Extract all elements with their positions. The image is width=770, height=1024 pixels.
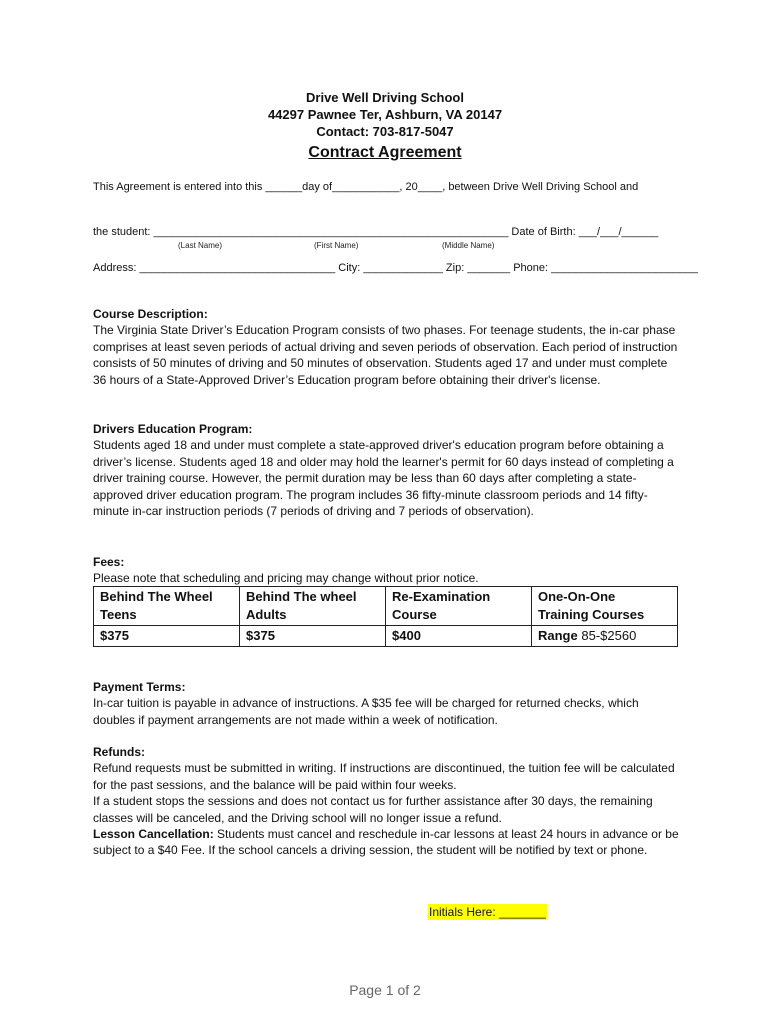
lesson-cancellation — [93, 826, 681, 859]
fee-header-cell: Re-Examination Course — [386, 587, 532, 626]
page-number: Page 1 of 2 — [349, 982, 421, 998]
fees-table — [93, 586, 678, 647]
school-address: 44297 Pawnee Ter, Ashburn, VA 20147 — [267, 107, 503, 122]
fee-header-cell: Behind The Wheel Teens — [94, 587, 240, 626]
payment-terms-text: In-car tuition is payable in advance of instructions. A $35 fee will be charged for returned checks, which doubles if payment arrangements are not made within a week of notification. — [93, 696, 639, 727]
last-name-label: (Last Name) — [178, 241, 223, 250]
student-name-line: the student: __________________________________________________________ Date of Birth: ___/___/______ — [93, 226, 659, 238]
fee-price-cell: $400 — [386, 626, 532, 647]
table-row — [94, 587, 678, 626]
fee-price-cell: $375 — [94, 626, 240, 647]
drivers-education-heading: Drivers Education Program: — [93, 422, 253, 436]
drivers-education-section — [93, 421, 681, 519]
refunds-heading: Refunds: — [93, 745, 145, 759]
fees-section — [93, 554, 681, 587]
payment-terms-section — [93, 679, 681, 728]
document-title: Contract Agreement — [308, 144, 462, 161]
course-description-section — [93, 306, 681, 388]
fee-header-cell: One-On-One Training Courses — [532, 587, 678, 626]
first-name-label: (First Name) — [314, 241, 359, 250]
payment-terms-heading: Payment Terms: — [93, 680, 186, 694]
document-header — [0, 89, 770, 163]
agreement-line: This Agreement is entered into this ______day of___________, 20____, between Drive Well Driving School and — [93, 181, 639, 193]
table-row — [94, 626, 678, 647]
fees-note: Please note that scheduling and pricing may change without prior notice. — [93, 571, 479, 586]
refunds-section — [93, 744, 681, 859]
lesson-cancellation-label: Lesson Cancellation: — [93, 827, 214, 842]
fees-heading: Fees: — [93, 555, 125, 569]
refunds-text-2: If a student stops the sessions and does not contact us for further assistance after 30 days, the remaining classes will be canceled, and the Driving school will no longer issue a refund. — [93, 794, 653, 825]
middle-name-label: (Middle Name) — [442, 241, 495, 250]
drivers-education-text: Students aged 18 and under must complete a state-approved driver's education program before obtaining a driver’s license. Students aged 18 and older may hold the learner's permit for 60 days instead of completing a driver training course. However, the permit duration may be less than 60 days after completing a state-approved driver education program. The program includes 36 fifty-minute classroom periods and 14 fifty-minute in-car instruction periods (7 periods of driving and 7 periods of observation). — [93, 438, 674, 519]
course-description-heading: Course Description: — [93, 307, 208, 321]
refunds-text-1: Refund requests must be submitted in writing. If instructions are discontinued, the tuition fee will be calculated for the past sessions, and the balance will be paid within four weeks. — [93, 761, 675, 792]
address-line: Address: ________________________________ City: _____________ Zip: _______ Phone: ________________________ — [93, 262, 698, 274]
school-name: Drive Well Driving School — [306, 90, 464, 105]
fee-header-cell: Behind The wheel Adults — [240, 587, 386, 626]
lesson-cancellation-text: Students must cancel and reschedule in-car lessons at least 24 hours in advance or be subject to a $40 Fee. If the school cancels a driving session, the student will be notified by text or phone. — [93, 827, 679, 858]
school-contact: Contact: 703-817-5047 — [316, 124, 454, 139]
initials-field[interactable]: Initials Here: _______ — [429, 905, 546, 919]
fee-price-cell: $375 — [240, 626, 386, 647]
course-description-text: The Virginia State Driver’s Education Program consists of two phases. For teenage students, the in-car phase comprises at least seven periods of actual driving and seven periods of observation. Each period of instruction consists of 50 minutes of driving and 50 minutes of observation. Students aged 17 and under must complete 36 hours of a State-Approved Driver’s Education program before obtaining their driver's license. — [93, 323, 678, 387]
fee-price-cell: Range 85-$2560 — [532, 626, 678, 647]
